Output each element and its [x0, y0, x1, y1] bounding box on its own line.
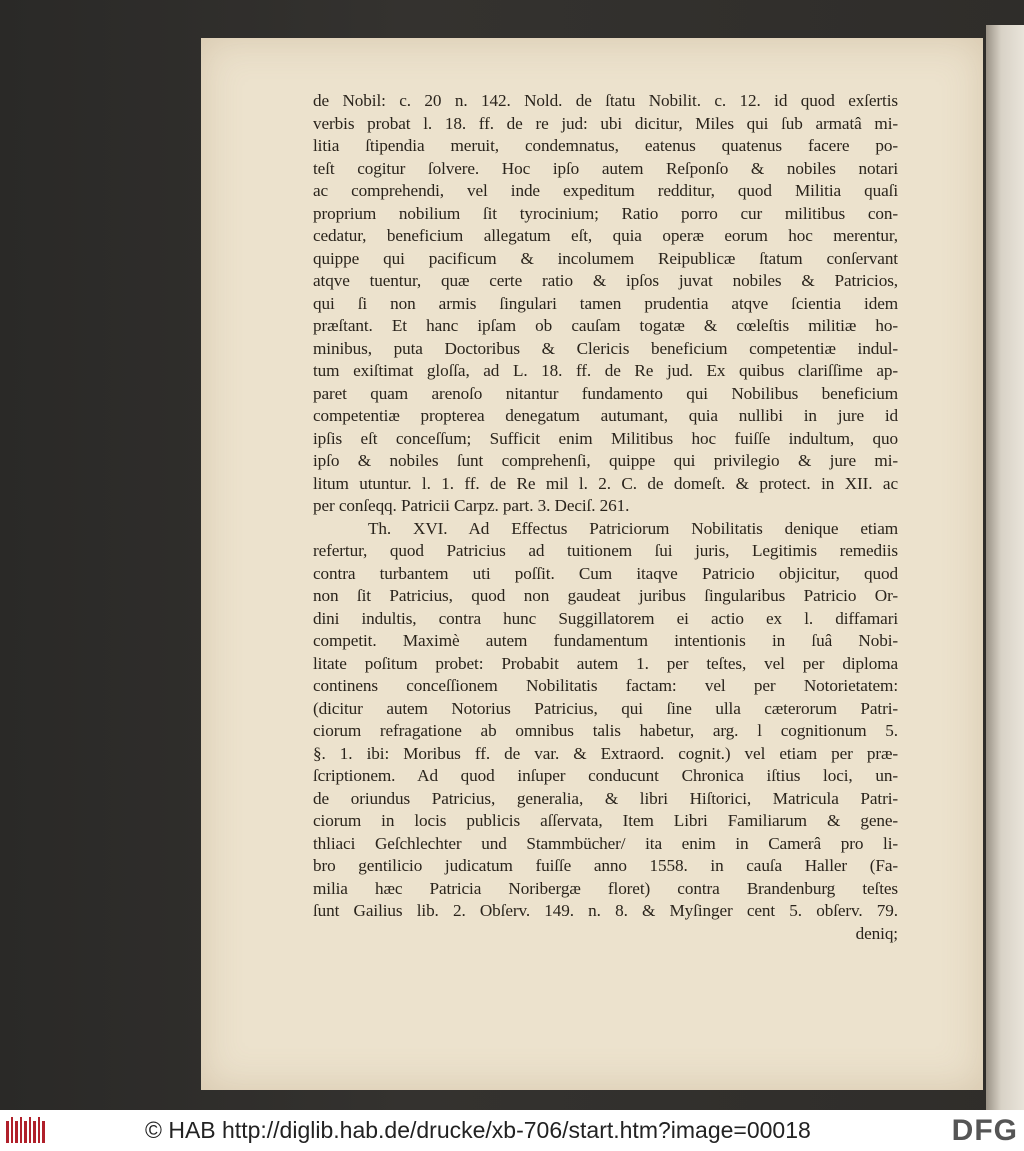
- text-line: non ſit Patricius, quod non gaudeat juribus ſingularibus Patricio Or-: [313, 586, 898, 605]
- text-line: litia ſtipendia meruit, condemnatus, eatenus quatenus facere po-: [313, 136, 898, 155]
- next-page-edge: [986, 25, 1024, 1110]
- text-line: de Nobil: c. 20 n. 142. Nold. de ſtatu Nobilit. c. 12. id quod exſertis: [313, 91, 898, 110]
- text-line: ipſis eſt conceſſum; Sufficit enim Militibus hoc fuiſſe indultum, quo: [313, 428, 898, 448]
- text-line: quippe qui pacificum & incolumem Reipublicæ ſtatum conſervant: [313, 248, 898, 268]
- text-line: ac comprehendi, vel inde expeditum redditur, quod Militia quaſi: [313, 181, 898, 200]
- text-line: ciorum refragatione ab omnibus talis habetur, arg. l cognitionum 5.: [313, 721, 898, 740]
- footer-url-link[interactable]: © HAB http://diglib.hab.de/drucke/xb-706/start.htm?image=00018: [145, 1117, 811, 1143]
- text-line: contra turbantem uti poſſit. Cum itaqve Patricio objicitur, quod: [313, 563, 898, 583]
- text-line: ſunt Gailius lib. 2. Obſerv. 149. n. 8. & Myſinger cent 5. obſerv. 79.: [313, 901, 898, 920]
- text-line: per conſeqq. Patricii Carpz. part. 3. Deciſ. 261.: [313, 496, 630, 515]
- text-line: ſcriptionem. Ad quod inſuper conducunt Chronica iſtius loci, un-: [313, 766, 898, 785]
- text-line: deniq;: [855, 923, 898, 943]
- text-line: litate poſitum probet: Probabit autem 1. per teſtes, vel per diploma: [313, 653, 898, 673]
- text-line: minibus, puta Doctoribus & Clericis beneficium competentiæ indul-: [313, 338, 898, 358]
- text-line: competit. Maximè autem fundamentum intentionis in ſuâ Nobi-: [313, 631, 898, 650]
- text-line: §. 1. ibi: Moribus ff. de var. & Extraord. cognit.) vel etiam per præ-: [313, 743, 898, 763]
- text-line: ciorum in locis publicis aſſervata, Item Libri Familiarum & gene-: [313, 811, 898, 830]
- text-line: paret quam arenoſo nitantur fundamento qui Nobilibus beneficium: [313, 383, 898, 403]
- footer-bar: [0, 1110, 1024, 1151]
- text-line: verbis probat l. 18. ff. de re jud: ubi dicitur, Miles qui ſub armatâ mi-: [313, 113, 898, 133]
- text-line: competentiæ propterea denegatum autumant, quia nullibi in jure id: [313, 406, 898, 425]
- hab-barcode-logo-icon: [4, 1117, 48, 1145]
- page-text: [313, 90, 898, 945]
- text-line: bro gentilicio judicatum fuiſſe anno 1558. in cauſa Haller (Fa-: [313, 856, 898, 875]
- text-line: qui ſi non armis ſingulari tamen prudentia atqve ſcientia idem: [313, 293, 898, 313]
- text-line: (dicitur autem Notorius Patricius, qui ſine ulla cæterorum Patri-: [313, 698, 898, 718]
- text-line: de oriundus Patricius, generalia, & libri Hiſtorici, Matricula Patri-: [313, 788, 898, 808]
- text-line: cedatur, beneficium allegatum eſt, quia operæ eorum hoc merentur,: [313, 226, 898, 245]
- text-line: tum exiſtimat gloſſa, ad L. 18. ff. de Re jud. Ex quibus clariſſime ap-: [313, 361, 898, 380]
- dfg-logo-icon: DFG: [951, 1114, 1018, 1147]
- text-line: præſtant. Et hanc ipſam ob cauſam togatæ & cœleſtis militiæ ho-: [313, 316, 898, 335]
- text-line: thliaci Geſchlechter und Stammbücher/ ita enim in Camerâ pro li-: [313, 833, 898, 853]
- text-line: milia hæc Patricia Noribergæ floret) contra Brandenburg teſtes: [313, 878, 898, 898]
- text-line: atqve tuentur, quæ certe ratio & ipſos juvat nobiles & Patricios,: [313, 271, 898, 290]
- text-line: proprium nobilium ſit tyrocinium; Ratio porro cur militibus con-: [313, 203, 898, 223]
- text-line: Th. XVI. Ad Effectus Patriciorum Nobilitatis denique etiam: [368, 518, 898, 538]
- text-line: refertur, quod Patricius ad tuitionem ſui juris, Legitimis remediis: [313, 541, 898, 560]
- text-line: ipſo & nobiles ſunt comprehenſi, quippe qui privilegio & jure mi-: [313, 451, 898, 470]
- text-line: teſt cogitur ſolvere. Hoc ipſo autem Reſponſo & nobiles notari: [313, 158, 898, 178]
- text-line: continens conceſſionem Nobilitatis factam: vel per Notorietatem:: [313, 676, 898, 695]
- text-line: litum utuntur. l. 1. ff. de Re mil l. 2. C. de domeſt. & protect. in XII. ac: [313, 473, 898, 493]
- text-line: dini indultis, contra hunc Suggillatorem ei actio ex l. diffamari: [313, 608, 898, 628]
